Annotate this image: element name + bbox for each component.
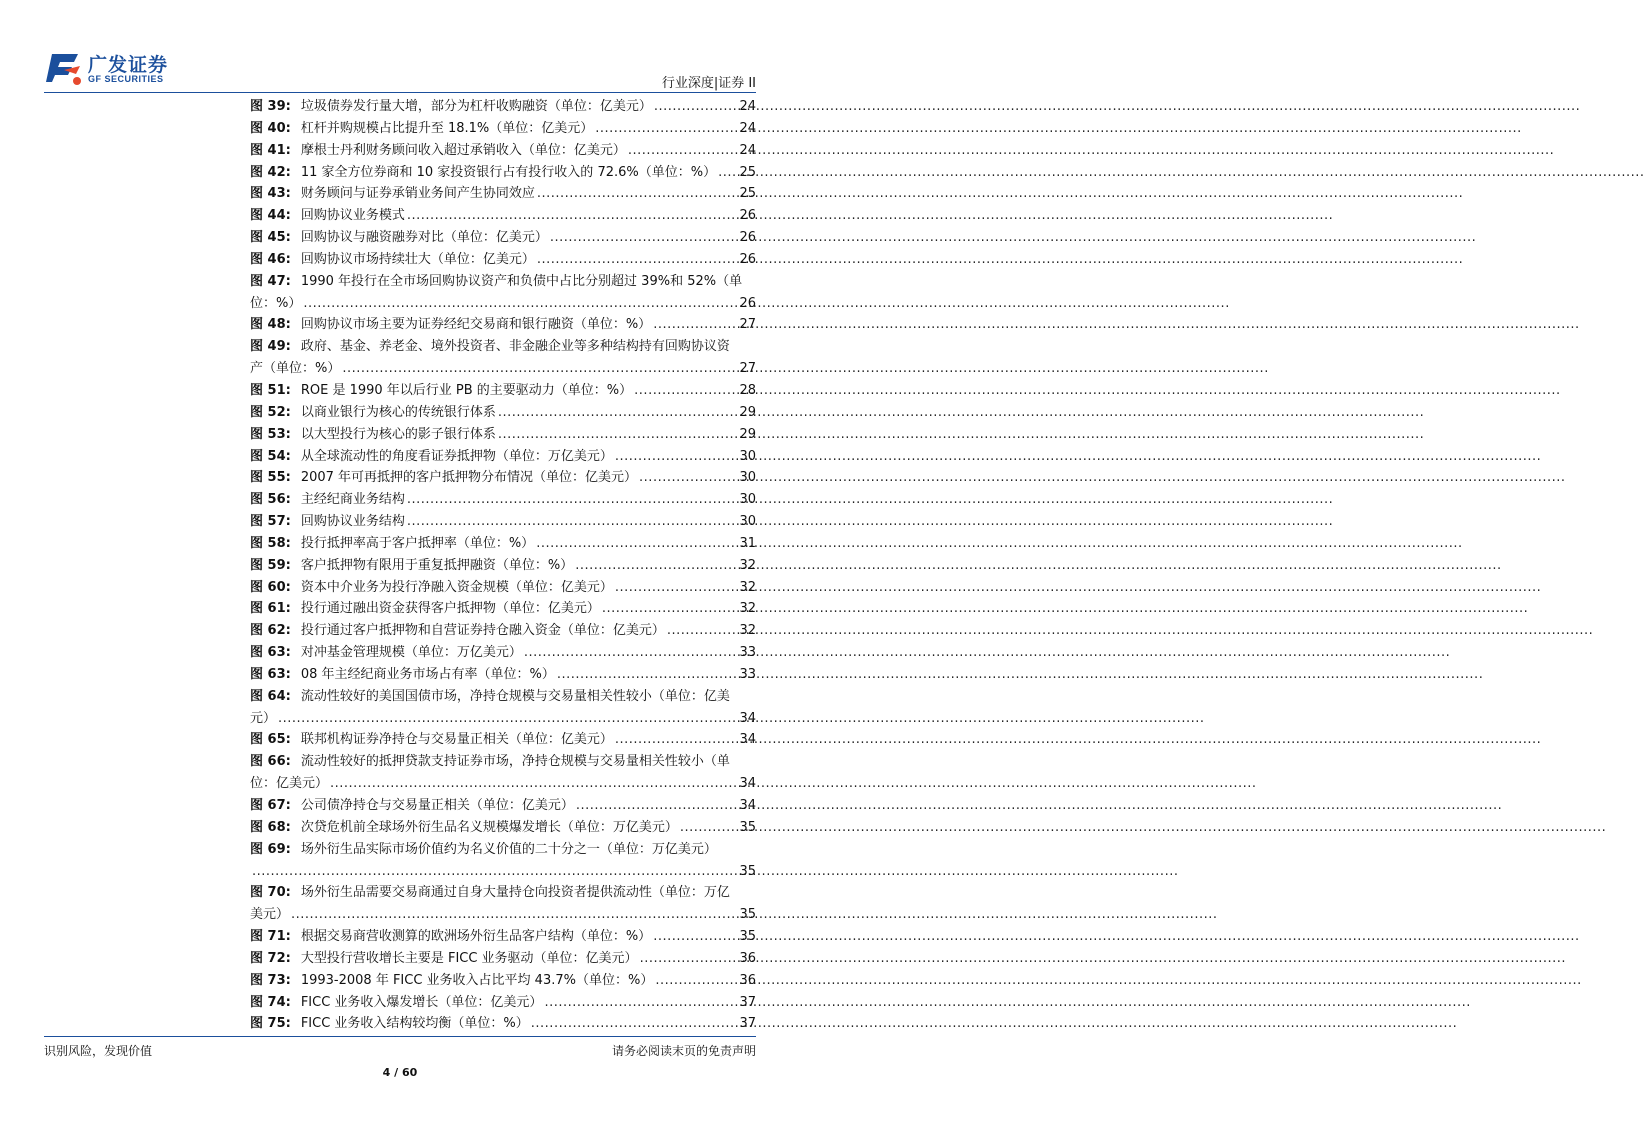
figure-label: 图 52: [250,404,291,420]
toc-entry[interactable] [250,533,756,555]
toc-entry[interactable] [250,183,756,205]
page-reference: 34 [739,798,756,813]
leader-dots [595,118,737,140]
toc-entry[interactable] [250,205,756,227]
leader-dots [407,511,738,533]
toc-entry[interactable] [250,751,756,795]
page-reference: 35 [739,819,756,835]
toc-entry[interactable] [250,314,756,336]
page-reference: 37 [739,1016,756,1032]
figure-label: 图 63: [250,645,291,661]
page-number: 4 / 60 [382,1066,418,1079]
page-reference: 27 [739,317,756,333]
leader-dots [342,358,737,380]
figure-label: 图 46: [250,251,291,267]
figure-title: 投行通过融出资金获得客户抵押物（单位：亿美元） [300,601,600,617]
leader-dots [278,708,737,730]
leader-dots [615,577,738,599]
footer-disclaimer-note: 请务必阅读末页的免责声明 [611,1044,756,1058]
leader-dots [576,795,738,817]
toc-entry[interactable] [250,577,756,599]
figure-label: 图 63: [250,666,291,682]
toc-entry[interactable] [250,162,756,184]
toc-entry[interactable] [250,446,756,468]
leader-dots [557,664,738,686]
figure-title: FICC 业务收入结构较均衡（单位：%） [300,1016,529,1032]
figure-label: 图 41: [250,142,291,158]
leader-dots [634,380,737,402]
toc-entry[interactable] [250,642,756,664]
figure-title: 以大型投行为核心的影子银行体系 [300,426,496,442]
header-divider [44,92,756,93]
figure-label: 图 60: [250,579,291,595]
figure-label: 图 44: [250,208,291,224]
figure-title: 流动性较好的美国国债市场，净持仓规模与交易量相关性较小（单位：亿美 [300,688,730,704]
figure-title: 垃圾债券发行量大增，部分为杠杆收购融资（单位：亿美元） [300,99,652,114]
figure-label: 图 61: [250,601,291,617]
leader-dots [536,533,737,555]
page-reference: 26 [739,251,756,267]
page-reference: 35 [739,863,756,879]
figure-title: 从全球流动性的角度看证券抵押物（单位：万亿美元） [300,448,613,464]
figure-list [250,96,756,1035]
figure-title: 2007 年可再抵押的客户抵押物分布情况（单位：亿美元） [300,470,638,486]
toc-entry[interactable] [250,467,756,489]
figure-label: 图 55: [250,470,291,486]
figure-title: 根据交易商营收测算的欧洲场外衍生品客户结构（单位：%） [300,929,652,945]
leader-dots [524,642,738,664]
page-reference: 36 [739,972,756,988]
leader-dots [537,183,738,205]
toc-entry[interactable] [250,926,756,948]
document-category: 行业深度|证券 II [661,76,756,91]
page-reference: 24 [739,120,756,136]
leader-dots [628,140,738,162]
figure-title: 位：%） [250,295,302,311]
leader-dots [575,555,737,577]
figure-title: 联邦机构证券净持仓与交易量正相关（单位：亿美元） [300,732,613,748]
figure-title: 流动性较好的抵押贷款支持证券市场，净持仓规模与交易量相关性较小（单 [300,754,730,770]
figure-label: 图 39: [250,99,291,114]
figure-title: 元） [250,710,277,726]
figure-label: 图 48: [250,317,291,333]
figure-title: 1990 年投行在全市场回购协议资产和负债中占比分别超过 39%和 52%（单 [300,273,743,289]
toc-entry[interactable] [250,96,756,118]
figure-label: 图 47: [250,273,291,289]
figure-title: 投行通过客户抵押物和自营证券持仓融入资金（单位：亿美元） [300,623,665,639]
leader-dots [602,598,738,620]
toc-entry[interactable] [250,817,756,839]
leader-dots [615,446,738,468]
toc-entry[interactable] [250,380,756,402]
figure-label: 图 58: [250,535,291,551]
figure-title: FICC 业务收入爆发增长（单位：亿美元） [300,994,543,1010]
toc-entry[interactable] [250,948,756,970]
page-reference: 34 [739,776,756,792]
toc-entry[interactable] [250,140,756,162]
leader-dots [655,970,737,992]
figure-label: 图 56: [250,492,291,508]
figure-label: 图 40: [250,120,291,136]
leader-dots [718,162,737,184]
figure-title: 回购协议与融资融券对比（单位：亿美元） [300,230,548,246]
figure-label: 图 49: [250,339,291,355]
leader-dots [498,424,738,446]
leader-dots [640,948,738,970]
figure-title: 资本中介业务为投行净融入资金规模（单位：亿美元） [300,579,613,595]
leader-dots [531,1013,738,1035]
footer-slogan: 识别风险，发现价值 [44,1044,153,1058]
page-reference: 34 [739,732,756,748]
figure-label: 图 57: [250,514,291,530]
figure-title: 场外衍生品实际市场价值约为名义价值的二十分之一（单位：万亿美元） [300,841,717,857]
page-reference: 29 [739,426,756,442]
figure-label: 图 65: [250,732,291,748]
figure-label: 图 62: [250,623,291,639]
logo-chinese-name: 广发证券 [88,54,169,76]
page-reference: 35 [739,929,756,945]
page-reference: 28 [739,382,756,398]
toc-entry[interactable] [250,511,756,533]
toc-entry[interactable] [250,118,756,140]
toc-entry[interactable] [250,970,756,992]
figure-label: 图 70: [250,885,291,901]
page-reference: 24 [739,142,756,158]
figure-title: 客户抵押物有限用于重复抵押融资（单位：%） [300,557,574,573]
figure-title: 回购协议市场主要为证券经纪交易商和银行融资（单位：%） [300,317,652,333]
toc-entry[interactable] [250,598,756,620]
figure-title: 场外衍生品需要交易商通过自身大量持仓向投资者提供流动性（单位：万亿 [300,885,730,901]
leader-dots [291,904,737,926]
figure-title: 投行抵押率高于客户抵押率（单位：%） [300,535,535,551]
leader-dots [615,729,738,751]
page-reference: 32 [739,557,756,573]
figure-title: 回购协议业务模式 [300,208,405,224]
page-reference: 26 [739,295,756,311]
figure-title: 对冲基金管理规模（单位：万亿美元） [300,645,522,661]
figure-title: 财务顾问与证券承销业务间产生协同效应 [300,186,535,202]
page-reference: 29 [739,404,756,420]
page-reference: 27 [739,361,756,377]
figure-label: 图 74: [250,994,291,1010]
page-reference: 30 [739,514,756,530]
figure-title: 杠杆并购规模占比提升至 18.1%（单位：亿美元） [300,120,594,136]
figure-label: 图 73: [250,972,291,988]
leader-dots [252,861,737,883]
figure-title: ROE 是 1990 年以后行业 PB 的主要驱动力（单位：%） [300,382,633,398]
footer-divider [44,1036,756,1037]
figure-label: 图 42: [250,164,291,180]
figure-label: 图 43: [250,186,291,202]
figure-label: 图 68: [250,819,291,835]
figure-label: 图 54: [250,448,291,464]
page-reference: 35 [739,907,756,923]
toc-entry[interactable] [250,489,756,511]
leader-dots [667,620,738,642]
figure-title: 主经纪商业务结构 [300,492,405,508]
figure-label: 图 59: [250,557,291,573]
page-reference: 24 [739,99,756,114]
figure-title: 政府、基金、养老金、境外投资者、非金融企业等多种结构持有回购协议资 [300,339,730,355]
figure-label: 图 64: [250,688,291,704]
figure-label: 图 53: [250,426,291,442]
figure-title: 1993-2008 年 FICC 业务收入占比平均 43.7%（单位：%） [300,972,654,988]
toc-entry[interactable] [250,1013,756,1035]
toc-entry[interactable] [250,620,756,642]
leader-dots [544,992,737,1014]
figure-title: 次贷危机前全球场外衍生品名义规模爆发增长（单位：万亿美元） [300,819,678,835]
toc-entry[interactable] [250,839,756,883]
toc-entry[interactable] [250,336,756,380]
toc-entry[interactable] [250,882,756,926]
page-reference: 26 [739,230,756,246]
page-reference: 30 [739,470,756,486]
leader-dots [303,293,737,315]
page-header [0,0,800,96]
figure-title: 回购协议市场持续壮大（单位：亿美元） [300,251,535,267]
page-reference: 31 [739,535,756,551]
page-reference: 33 [739,666,756,682]
company-logo [44,48,184,92]
figure-title: 产（单位：%） [250,361,341,377]
figure-label: 图 71: [250,929,291,945]
toc-entry[interactable] [250,227,756,249]
figure-title: 以商业银行为核心的传统银行体系 [300,404,496,420]
toc-entry[interactable] [250,686,756,730]
page-reference: 32 [739,623,756,639]
leader-dots [407,489,738,511]
figure-title: 回购协议业务结构 [300,514,405,530]
leader-dots [654,96,738,118]
leader-dots [407,205,738,227]
figure-title: 大型投行营收增长主要是 FICC 业务驱动（单位：亿美元） [300,950,638,966]
leader-dots [653,314,737,336]
page-reference: 26 [739,208,756,224]
page-reference: 37 [739,994,756,1010]
page-reference: 25 [739,186,756,202]
leader-dots [653,926,737,948]
page-reference: 30 [739,492,756,508]
figure-label: 图 51: [250,382,291,398]
page-reference: 32 [739,579,756,595]
figure-label: 图 75: [250,1016,291,1032]
figure-label: 图 72: [250,950,291,966]
toc-entry[interactable] [250,729,756,751]
gf-logo-icon [44,48,84,88]
toc-entry[interactable] [250,402,756,424]
figure-label: 图 67: [250,798,291,813]
figure-label: 图 45: [250,230,291,246]
toc-entry[interactable] [250,249,756,271]
toc-entry[interactable] [250,271,756,315]
figure-title: 公司债净持仓与交易量正相关（单位：亿美元） [300,798,574,813]
leader-dots [550,227,738,249]
leader-dots [537,249,738,271]
page-reference: 34 [739,710,756,726]
page-reference: 32 [739,601,756,617]
page-reference: 30 [739,448,756,464]
figure-title: 11 家全方位券商和 10 家投资银行占有投行收入的 72.6%（单位：%） [300,164,717,180]
figure-label: 图 66: [250,754,291,770]
figure-label: 图 69: [250,841,291,857]
toc-entry[interactable] [250,555,756,577]
figure-title: 摩根士丹利财务顾问收入超过承销收入（单位：亿美元） [300,142,626,158]
leader-dots [639,467,737,489]
leader-dots [680,817,738,839]
toc-entry[interactable] [250,664,756,686]
page-reference: 33 [739,645,756,661]
figure-title: 位：亿美元） [250,776,329,792]
page-reference: 36 [739,950,756,966]
figure-title: 美元） [250,907,290,923]
leader-dots [498,402,738,424]
toc-entry[interactable] [250,424,756,446]
leader-dots [330,773,737,795]
page-reference: 25 [739,164,756,180]
logo-english-name: GF SECURITIES [88,74,164,84]
toc-entry[interactable] [250,795,756,817]
figure-title: 08 年主经纪商业务市场占有率（单位：%） [300,666,555,682]
toc-entry[interactable] [250,992,756,1014]
